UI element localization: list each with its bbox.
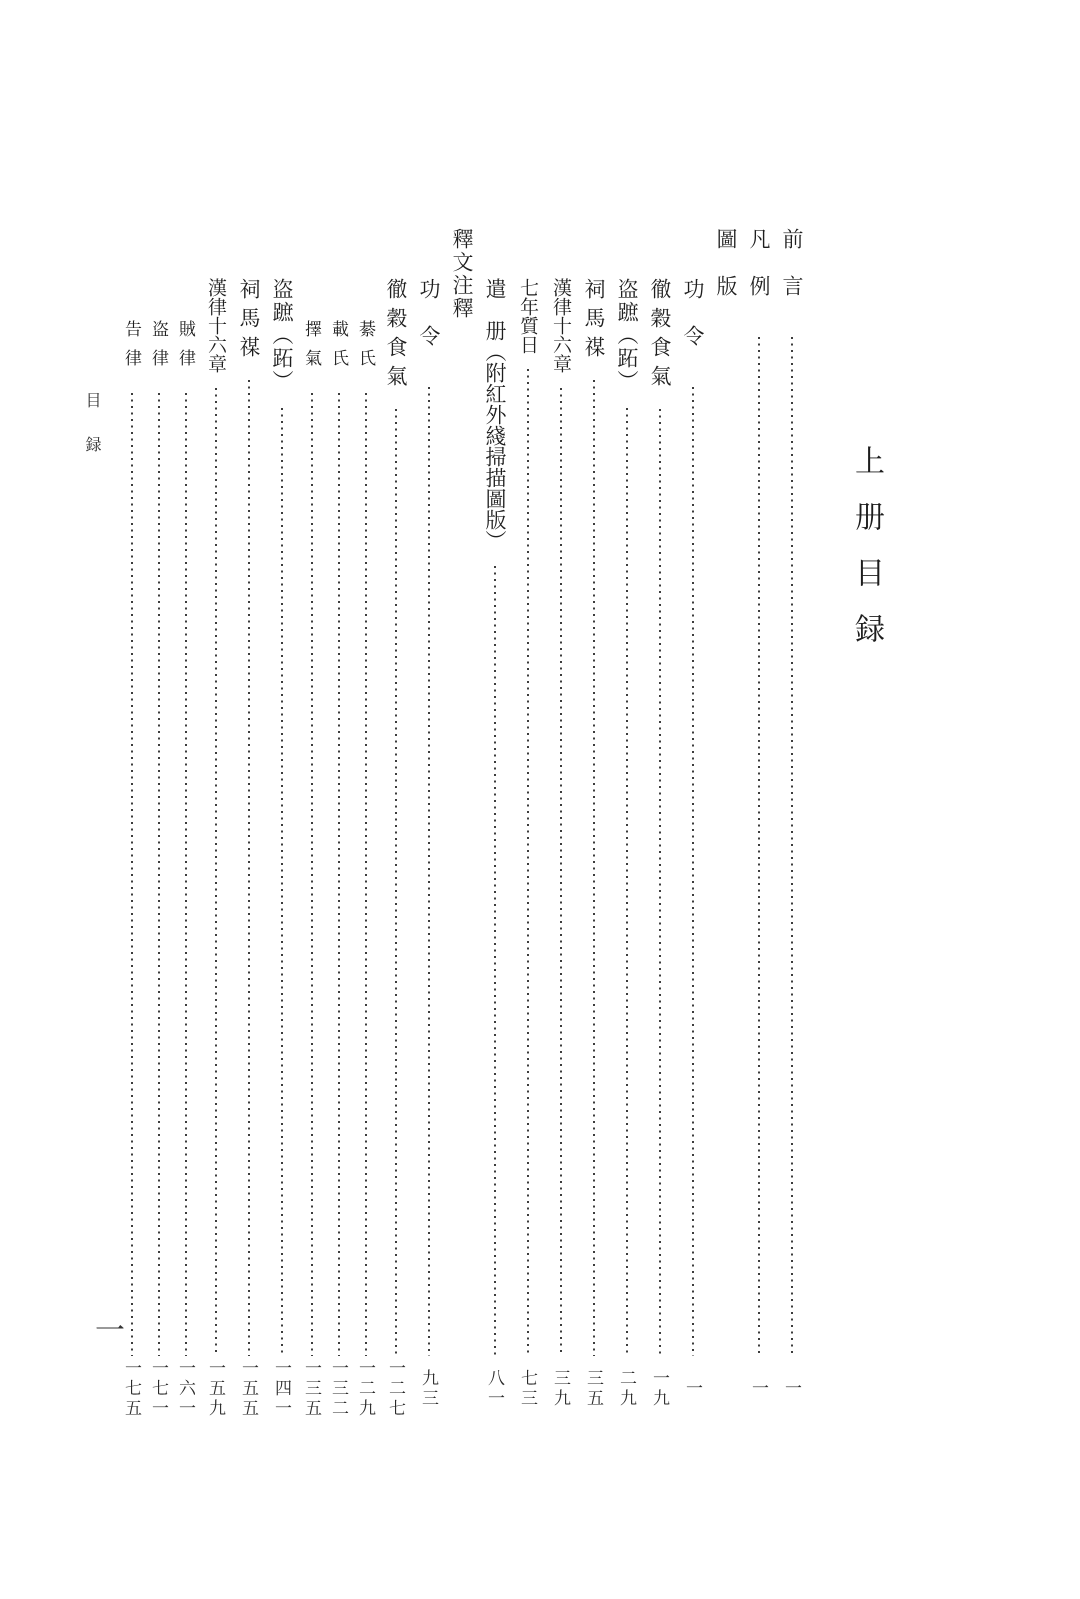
- dotted-leader: [560, 388, 562, 1356]
- toc-section-header: [709, 226, 742, 1418]
- page-number: [552, 1360, 569, 1418]
- entry-title: 擇氣: [302, 320, 321, 378]
- entry-title: 徹穀食氣: [648, 278, 672, 394]
- entry-title: 盗律: [149, 320, 168, 378]
- toc-entry: [775, 226, 808, 1418]
- toc-entry: [742, 226, 775, 1418]
- page-number-text: 一九: [650, 1369, 669, 1409]
- page-number: [207, 1360, 224, 1418]
- toc-entry: [412, 226, 445, 1418]
- page-number: [783, 1360, 800, 1418]
- entry-title: 綦氏: [356, 320, 375, 378]
- dotted-leader: [395, 409, 397, 1356]
- page-number-text: 一二九: [356, 1359, 375, 1419]
- entry-title: 漢律十六章: [550, 278, 571, 373]
- toc-section-header: [445, 226, 478, 1418]
- margin-header: 目録: [83, 392, 100, 480]
- toc-entry: [118, 226, 145, 1418]
- page-number-text: 三五: [584, 1369, 603, 1409]
- entry-title: 凡例: [747, 228, 771, 322]
- page-number-text: 三九: [551, 1369, 570, 1409]
- dotted-leader: [692, 387, 694, 1356]
- page-number: [123, 1360, 140, 1418]
- dotted-leader: [428, 387, 430, 1356]
- toc-entry: [478, 226, 511, 1418]
- page-number: [303, 1360, 320, 1418]
- page-number-text: 二九: [617, 1369, 636, 1409]
- toc-entry: [643, 226, 676, 1418]
- entry-title: 盗蹠（跖）: [270, 278, 294, 393]
- page-number: [651, 1360, 668, 1418]
- folio-number: 一: [90, 1314, 123, 1344]
- page-number-text: 一三五: [302, 1359, 321, 1419]
- dotted-leader: [593, 380, 595, 1356]
- page-number: [177, 1360, 194, 1418]
- page-number-text: 一三二: [329, 1359, 348, 1419]
- dotted-leader: [626, 408, 628, 1356]
- dotted-leader: [338, 393, 340, 1356]
- toc-entry: [676, 226, 709, 1418]
- toc-entry: [145, 226, 172, 1418]
- entry-title: 前言: [780, 228, 804, 322]
- page-number: [684, 1360, 701, 1418]
- entry-title: 功令: [417, 278, 441, 372]
- toc-entry: [265, 226, 298, 1418]
- toc-entry: [379, 226, 412, 1418]
- page-number: [618, 1360, 635, 1418]
- entry-title: 賊律: [176, 320, 195, 378]
- page-number: [150, 1360, 167, 1418]
- dotted-leader: [791, 337, 793, 1356]
- entry-title: 七年質日: [517, 278, 538, 354]
- entry-title: 祠馬禖: [582, 278, 606, 365]
- toc-entry: [199, 226, 232, 1418]
- dotted-leader: [215, 388, 217, 1356]
- page-number-text: 一五九: [206, 1359, 225, 1419]
- toc-entry: [577, 226, 610, 1418]
- page-number-text: 一六一: [176, 1359, 195, 1419]
- page-number-text: 一: [683, 1379, 702, 1399]
- table-of-contents: [118, 226, 808, 1418]
- page-number-text: 一: [749, 1379, 768, 1399]
- page-number: [486, 1360, 503, 1418]
- dotted-leader: [494, 566, 496, 1356]
- dotted-leader: [248, 380, 250, 1356]
- toc-entry: [610, 226, 643, 1418]
- page-number: [387, 1360, 404, 1418]
- toc-entry: [544, 226, 577, 1418]
- page-number-text: 九三: [419, 1369, 438, 1409]
- dotted-leader: [311, 393, 313, 1356]
- toc-entry: [325, 226, 352, 1418]
- toc-entry: [511, 226, 544, 1418]
- volume-title: 上册目録: [850, 445, 883, 669]
- toc-entry: [232, 226, 265, 1418]
- entry-title: 徹穀食氣: [384, 278, 408, 394]
- entry-title: 告律: [122, 320, 141, 378]
- entry-title: 功令: [681, 278, 705, 372]
- dotted-leader: [758, 337, 760, 1356]
- page-number-text: 一五五: [239, 1359, 258, 1419]
- entry-title: 遣 册（附紅外綫掃描圖版）: [483, 278, 507, 551]
- page-number-text: 七三: [518, 1369, 537, 1409]
- dotted-leader: [281, 408, 283, 1356]
- toc-entry: [352, 226, 379, 1418]
- dotted-leader: [365, 393, 367, 1356]
- entry-title: 載氏: [329, 320, 348, 378]
- page-number: [420, 1360, 437, 1418]
- page-number: [357, 1360, 374, 1418]
- page-number: [240, 1360, 257, 1418]
- page-number-text: 八一: [485, 1369, 504, 1409]
- page-number: [330, 1360, 347, 1418]
- page-number-text: 一二七: [386, 1359, 405, 1419]
- page-number-text: 一: [782, 1379, 801, 1399]
- page-number-text: 一七五: [122, 1359, 141, 1419]
- page-number: [750, 1360, 767, 1418]
- dotted-leader: [185, 393, 187, 1356]
- toc-entry: [298, 226, 325, 1418]
- toc-entry: [172, 226, 199, 1418]
- dotted-leader: [527, 369, 529, 1356]
- page-number-text: 一四一: [272, 1359, 291, 1419]
- dotted-leader: [158, 393, 160, 1356]
- entry-title: 圖版: [714, 228, 738, 322]
- dotted-leader: [659, 409, 661, 1356]
- entry-title: 盗蹠（跖）: [615, 278, 639, 393]
- page-number: [585, 1360, 602, 1418]
- page-number-text: 一七一: [149, 1359, 168, 1419]
- entry-title: 釋文注釋: [450, 228, 474, 320]
- dotted-leader: [131, 393, 133, 1356]
- page-number: [519, 1360, 536, 1418]
- entry-title: 祠馬禖: [237, 278, 261, 365]
- entry-title: 漢律十六章: [205, 278, 226, 373]
- page-number: [273, 1360, 290, 1418]
